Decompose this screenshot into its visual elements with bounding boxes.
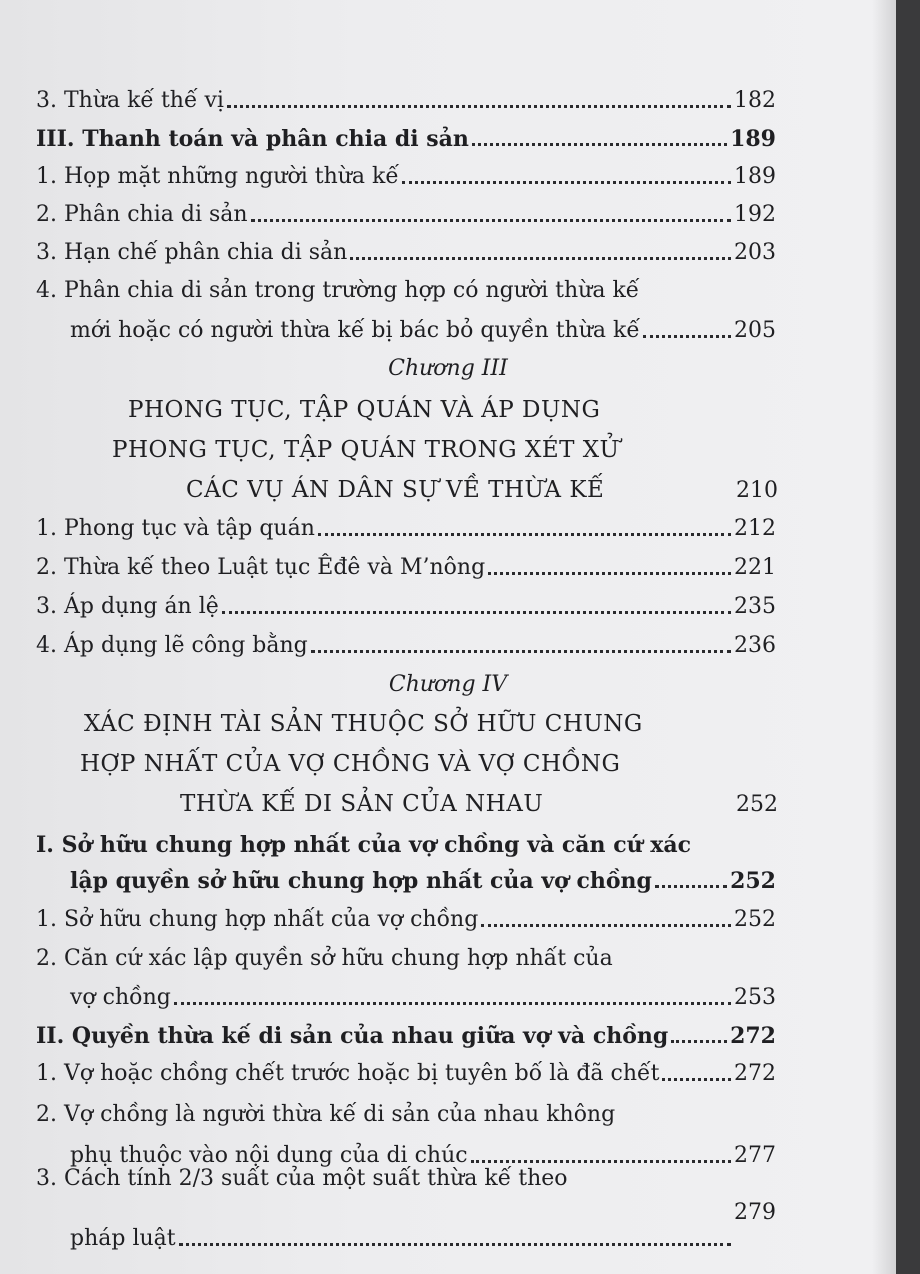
entry-title-line2: mới hoặc có người thừa kế bị bác bỏ quyền thừa kế xyxy=(70,318,640,343)
entry-page: 235 xyxy=(734,594,776,619)
entry-page: 189 xyxy=(734,164,776,189)
entry-page: 277 xyxy=(734,1143,776,1168)
dot-leader xyxy=(671,1040,727,1043)
entry-title: 3. Thừa kế thế vị xyxy=(36,88,224,113)
entry-title-line1: 3. Cách tính 2/3 suất của một suất thừa kế theo xyxy=(36,1166,568,1191)
entry-title-line2: pháp luật xyxy=(70,1226,176,1251)
entry-title: 4. Áp dụng lẽ công bằng xyxy=(36,633,308,658)
section-title: II. Quyền thừa kế di sản của nhau giữa vợ và chồng xyxy=(36,1023,669,1049)
entry-page: 272 xyxy=(730,1023,776,1049)
dot-leader xyxy=(471,1160,731,1163)
toc-entry xyxy=(36,86,776,116)
section-title-line2: lập quyền sở hữu chung hợp nhất của vợ chồng xyxy=(70,868,652,894)
entry-title: 1. Sở hữu chung hợp nhất của vợ chồng xyxy=(36,907,479,932)
entry-page: 221 xyxy=(734,555,776,580)
dot-leader xyxy=(311,650,731,653)
toc-entry xyxy=(36,1059,776,1089)
entry-title-line1: 2. Vợ chồng là người thừa kế di sản của nhau không xyxy=(36,1102,616,1127)
toc-entry xyxy=(70,983,776,1013)
toc-entry xyxy=(36,200,776,230)
chapter-title-line1: PHONG TỤC, TẬP QUÁN VÀ ÁP DỤNG xyxy=(128,397,601,423)
entry-title: 1. Họp mặt những người thừa kế xyxy=(36,164,399,189)
entry-title-line2: phụ thuộc vào nội dung của di chúc xyxy=(70,1143,468,1168)
entry-title: 2. Thừa kế theo Luật tục Êđê và M’nông xyxy=(36,555,486,580)
entry-title: 3. Áp dụng án lệ xyxy=(36,594,219,619)
dot-leader xyxy=(662,1078,731,1081)
section-title-line1: I. Sở hữu chung hợp nhất của vợ chồng và căn cứ xác xyxy=(36,832,692,858)
chapter-page: 210 xyxy=(736,478,778,503)
chapter-title-line2: HỢP NHẤT CỦA VỢ CHỒNG VÀ VỢ CHỒNG xyxy=(80,751,621,777)
toc-section xyxy=(36,124,776,154)
entry-title: 1. Vợ hoặc chồng chết trước hoặc bị tuyên bố là đã chết xyxy=(36,1061,660,1086)
entry-page: 236 xyxy=(734,633,776,658)
chapter-page: 252 xyxy=(736,792,778,817)
toc-section xyxy=(70,866,776,896)
dot-leader xyxy=(318,533,731,536)
entry-page: 253 xyxy=(734,985,776,1010)
section-title: III. Thanh toán và phân chia di sản xyxy=(36,126,469,152)
entry-page: 203 xyxy=(734,240,776,265)
toc-entry xyxy=(36,631,776,661)
dot-leader xyxy=(251,219,731,222)
entry-page: 252 xyxy=(730,868,776,894)
toc-entry xyxy=(36,514,776,544)
entry-page: 212 xyxy=(734,516,776,541)
entry-page: 272 xyxy=(734,1061,776,1086)
toc-entry xyxy=(36,592,776,622)
toc-entry xyxy=(36,553,776,583)
dot-leader xyxy=(222,611,731,614)
entry-page: 205 xyxy=(734,318,776,343)
toc-entry xyxy=(70,1200,776,1254)
entry-page: 189 xyxy=(730,126,776,152)
chapter-title-line3: THỪA KẾ DI SẢN CỦA NHAU xyxy=(180,791,544,817)
chapter-title-line3: CÁC VỤ ÁN DÂN SỰ VỀ THỪA KẾ xyxy=(186,477,605,503)
toc-entry xyxy=(36,905,776,935)
toc-section xyxy=(36,1021,776,1051)
toc-entry xyxy=(36,162,776,192)
dot-leader xyxy=(350,257,731,260)
chapter-label: Chương IV xyxy=(388,672,508,697)
dot-leader xyxy=(481,924,731,927)
dot-leader xyxy=(227,105,731,108)
chapter-title-line2: PHONG TỤC, TẬP QUÁN TRONG XÉT XỬ xyxy=(112,437,620,463)
entry-title: 3. Hạn chế phân chia di sản xyxy=(36,240,348,265)
entry-page: 192 xyxy=(734,202,776,227)
dot-leader xyxy=(179,1243,731,1246)
entry-title-line1: 4. Phân chia di sản trong trường hợp có người thừa kế xyxy=(36,278,640,303)
entry-page: 252 xyxy=(734,907,776,932)
entry-page: 279 xyxy=(734,1200,776,1225)
entry-page: 182 xyxy=(734,88,776,113)
dot-leader xyxy=(488,572,731,575)
toc-entry xyxy=(36,238,776,268)
entry-title: 2. Phân chia di sản xyxy=(36,202,248,227)
dot-leader xyxy=(655,885,727,888)
dot-leader xyxy=(472,143,727,146)
dot-leader xyxy=(174,1002,731,1005)
dot-leader xyxy=(643,335,731,338)
dot-leader xyxy=(402,181,731,184)
entry-title: 1. Phong tục và tập quán xyxy=(36,516,315,541)
chapter-label: Chương III xyxy=(388,356,508,381)
entry-title-line1: 2. Căn cứ xác lập quyền sở hữu chung hợp nhất của xyxy=(36,946,613,971)
chapter-title-line1: XÁC ĐỊNH TÀI SẢN THUỘC SỞ HỮU CHUNG xyxy=(84,711,643,737)
entry-title-line2: vợ chồng xyxy=(70,985,171,1010)
toc-entry xyxy=(70,316,776,346)
